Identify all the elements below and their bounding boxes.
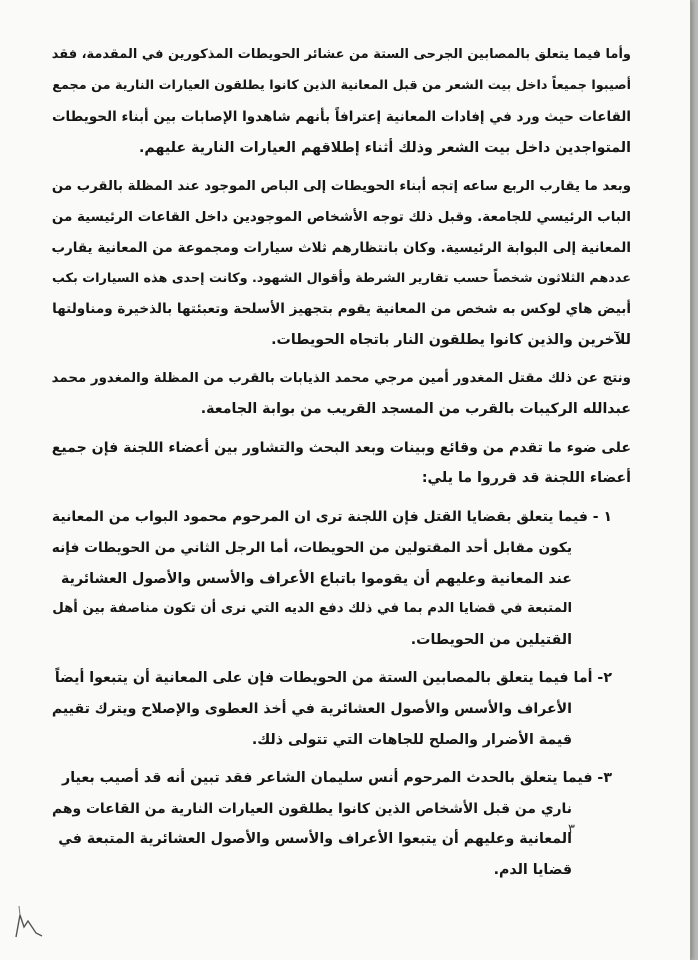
- list-item-line: ٣- فيما يتعلق بالحدث المرحوم أنس سليمان الشاعر فقد تبين أنه قد أصيب بعيار: [62, 770, 612, 786]
- text-line: على ضوء ما تقدم من وقائع وبينات وبعد البحث والتشاور بين أعضاء اللجنة فإن جميع: [51, 440, 631, 456]
- list-item-line: قيمة الأضرار والصلح للجاهات التي تتولى ذلك.: [251, 732, 572, 748]
- text-line: وبعد ما يقارب الربع ساعه إتجه أبناء الحويطات إلى الباص الموجود عند المظلة بالقرب من: [51, 179, 631, 194]
- text-line: وأما فيما يتعلق بالمصابين الجرحى الستة من عشائر الحويطات المذكورين في المقدمة، فقد: [51, 47, 631, 62]
- list-item-line: ١ - فيما يتعلق بقضايا القتل فإن اللجنة ترى ان المرحوم محمود البواب من المعانية: [51, 509, 612, 525]
- list-item-line: يكون مقابل أحد المقتولين من الحويطات، أما الرجل الثاني من الحويطات فإنه: [51, 540, 572, 556]
- list-item-line: المتبعة في قضايا الدم بما في ذلك دفع الديه التي نرى أن تكون مناصفة بين أهل: [52, 601, 572, 616]
- list-item-line: عند المعانية وعليهم أن يقوموا باتباع الأعراف والأسس والأصول العشائرية: [61, 571, 572, 587]
- text-line: أصيبوا جميعاً داخل بيت الشعر من قبل المعانية الذين كانوا يطلقون العيارات النارية من مجمع: [52, 78, 631, 93]
- text-line: أبيض هاي لوكس به شخص من المعانية يقوم بتجهيز الأسلحة وتعبئتها بالذخيرة ومناولتها: [52, 301, 631, 317]
- text-line: أعضاء اللجنة قد قرروا ما يلي:: [421, 470, 631, 486]
- list-item-line: الأعراف والأسس والأصول العشائرية في أخذ العطوى والإصلاح ويترك تقييم: [51, 701, 572, 717]
- text-line: للآخرين والذين كانوا يطلقون النار باتجاه الحويطات.: [271, 332, 631, 348]
- list-item-line: المعانية وعليهم أن يتبعوا الأعراف والأسس والأصول العشائرية المتبعة في: [58, 831, 572, 847]
- text-line: المعانية إلى البوابة الرئيسية. وكان بانتظارهم ثلاث سيارات ومجموعة من المعانية يقارب: [51, 240, 631, 256]
- list-item-line: ناري من قبل الأشخاص الذين كانوا يطلقون العيارات النارية من القاعات وهم: [51, 801, 572, 817]
- list-item-line: قضايا الدم.: [493, 862, 572, 878]
- list-item-line: القتيلين من الحويطات.: [410, 632, 572, 648]
- text-line: المتواجدين داخل بيت الشعر وذلك أثناء إطلاقهم العيارات النارية عليهم.: [139, 140, 631, 156]
- text-line: عبدالله الركيبات بالقرب من المسجد القريب من بوابة الجامعة.: [200, 401, 631, 417]
- list-item-line: ٢- أما فيما يتعلق بالمصابين الستة من الحويطات فإن على المعانية أن يتبعوا أيضاً: [54, 670, 612, 686]
- text-line: ونتج عن ذلك مقتل المغدور أمين مرجي محمد الذيابات بالقرب من المظلة والمغدور محمد: [51, 371, 631, 386]
- text-line: الباب الرئيسي للجامعة. وقبل ذلك توجه الأشخاص الموجودين داخل القاعات الرئيسية من: [51, 209, 631, 225]
- text-line: عددهم الثلاثون شخصاً حسب تقارير الشرطة وأقوال الشهود. وكانت إحدى هذه السيارات بكب: [51, 271, 631, 286]
- page-number: ٣: [568, 822, 575, 837]
- text-line: القاعات حيث ورد في إفادات المعانية إعترافاً بأنهم شاهدوا الإصابات بين أبناء الحويطات: [51, 109, 631, 125]
